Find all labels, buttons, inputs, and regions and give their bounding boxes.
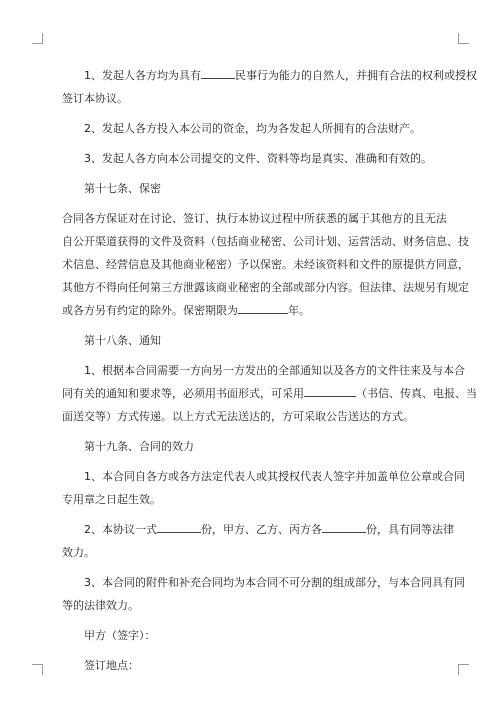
clause-3: 3、发起人各方向本公司提交的文件、资料等均是真实、准确和有效的。 bbox=[84, 152, 432, 165]
clause-1 bbox=[62, 64, 477, 110]
signature-party-a: 甲方（签字）： bbox=[84, 629, 156, 642]
crop-mark-bottom-left bbox=[32, 664, 43, 675]
blank-notice-method bbox=[304, 386, 356, 397]
article-19-para-2-line-1: 2、本协议一式 份，甲方、乙方、丙方各 份，具有同等法律 bbox=[84, 523, 454, 536]
crop-mark-bottom-right bbox=[458, 664, 469, 675]
crop-mark-top-right bbox=[458, 33, 469, 44]
article-18-line-2: 同有关的通知和要求等，必须用书面形式，可采用 （书信、传真、电报、当 bbox=[62, 387, 477, 400]
article-19-title: 第十九条、合同的效力 bbox=[84, 440, 194, 453]
article-18-title: 第十八条、通知 bbox=[84, 334, 161, 347]
article-17-title: 第十七条、保密 bbox=[84, 182, 161, 195]
clause-2: 2、发起人各方投入本公司的资金，均为各发起人所拥有的合法财产。 bbox=[84, 122, 421, 135]
article-19-para-1: 1、本合同自各方或各方法定代表人或其授权代表人签字并加盖单位公章或合同 专用章之日起生效。 bbox=[62, 470, 465, 506]
article-19-para-3: 3、本合同的附件和补充合同均为本合同不可分割的组成部分，与本合同具有同 等的法律效力。 bbox=[62, 576, 465, 612]
article-19-para-2: 2、本协议一式 份，甲方、乙方、丙方各 份，具有同等法律 效力。 bbox=[62, 518, 442, 564]
article-17-line-5: 或各方另有约定的除外。保密期限为 年。 bbox=[62, 304, 310, 317]
blank-copies-each bbox=[322, 522, 366, 533]
blank-capacity bbox=[201, 68, 235, 79]
blank-confidential-period bbox=[238, 303, 288, 314]
crop-mark-top-left bbox=[32, 33, 43, 44]
clause-1-line-1: 1、发起人各方均为具有 民事行为能力的自然人，并拥有合法的权利或授权 bbox=[84, 69, 477, 82]
clause-1-line-2: 签订本协议。 bbox=[62, 92, 128, 105]
document-body bbox=[62, 64, 477, 684]
article-18-body: 1、根据本合同需要一方向另一方发出的全部通知以及各方的文件往来及与本合 同有关的通知和要求等，必须用书面形式，可采用 （书信、传真、电报、当 面送交等）方式传递。以上方式无法送达的，方可采取公告送达的方式。 bbox=[62, 364, 477, 423]
signature-place: 签订地点： bbox=[84, 659, 139, 672]
article-17-body: 合同各方保证对在讨论、签订、执行本协议过程中所获悉的属于其他方的且无法 自公开渠道获得的文件及资料（包括商业秘密、公司计划、运营活动、财务信息、技 术信息、经营信息及其他商业秘密）予以保密。未经该资料和文件的原提供方同意， 其他方不得向任何第三方泄露该商业秘密的全部或部分内容。但法律、法规另有规定 或各方另有约定的除外。保密期限为 年。 bbox=[62, 207, 442, 322]
blank-copies-total bbox=[157, 522, 201, 533]
